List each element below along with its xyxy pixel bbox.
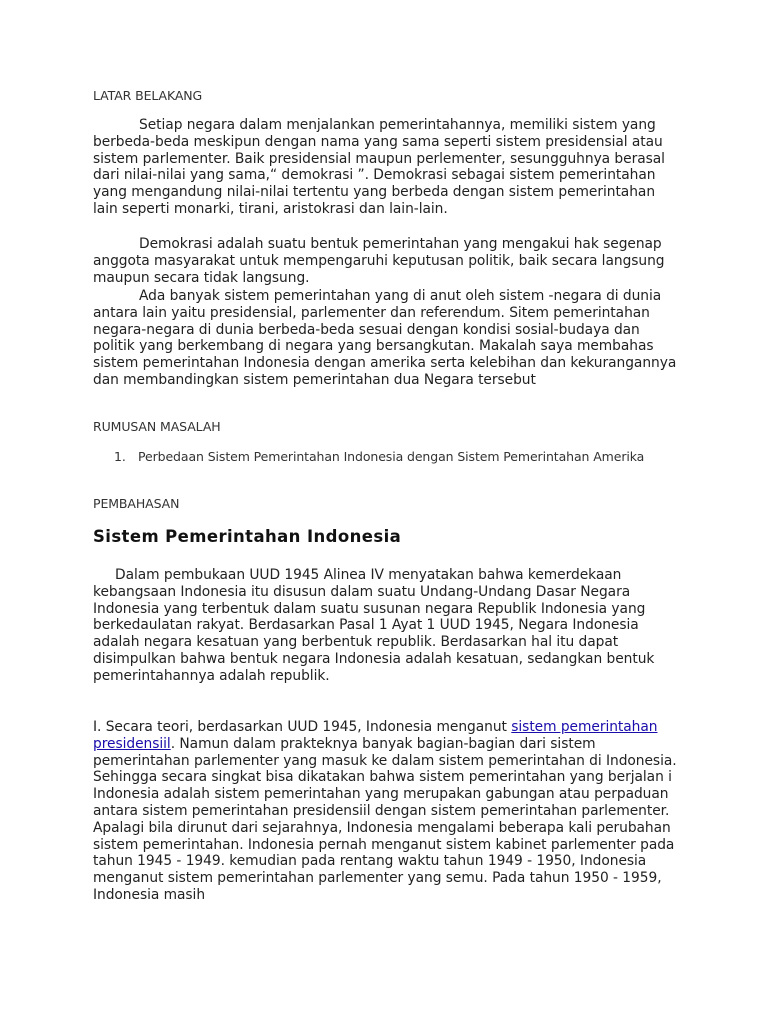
section-heading-latar-belakang: LATAR BELAKANG [93, 88, 203, 103]
list-item [93, 449, 678, 465]
subsection-title: Sistem Pemerintahan Indonesia [93, 527, 402, 546]
section-heading-pembahasan: PEMBAHASAN [93, 496, 180, 511]
numbered-list [93, 449, 678, 465]
presidential-system-link[interactable]: sistem pemerintahan presidensiil [93, 719, 658, 752]
paragraph-text: . Namun dalam prakteknya banyak bagian-bagian dari sistem pemerintahan parlementer yang masuk ke dalam sistem pemerintahan di Indonesia. Sehingga secara singkat bisa dikatakan bahwa sistem pemerintahan yang berjalan i Indonesia adalah sistem pemerintahan yang merupakan gabungan atau perpaduan antara sistem pemerintahan presidensiil dengan sistem pemerintahan parlementer. Apalagi bila dirunut dari sejarahnya, Indonesia mengalami beberapa kali perubahan sistem pemerintahan. Indonesia pernah menganut sistem kabinet parlementer pada tahun 1945 - 1949. kemudian pada rentang waktu tahun 1949 - 1950, Indonesia menganut sistem pemerintahan parlementer yang semu. Pada tahun 1950 - 1959, Indonesia masih [93, 735, 677, 903]
list-number: 1. [114, 449, 126, 464]
paragraph: Setiap negara dalam menjalankan pemerintahannya, memiliki sistem yang berbeda-beda meskipun dengan nama yang sama seperti sistem presidensial atau sistem parlementer. Baik presidensial maupun perlementer, sesungguhnya berasal dari nilai-nilai yang sama,“ demokrasi ”. Demokrasi sebagai sistem pemerintahan yang mengandung nilai-nilai tertentu yang berbeda dengan sistem pemerintahan lain seperti monarki, tirani, aristokrasi dan lain-lain. [93, 117, 665, 217]
list-item-text: Perbedaan Sistem Pemerintahan Indonesia dengan Sistem Pemerintahan Amerika [138, 449, 645, 464]
paragraph: Ada banyak sistem pemerintahan yang di anut oleh sistem -negara di dunia antara lain yaitu presidensial, parlementer dan referendum. Sitem pemerintahan negara-negara di dunia berbeda-beda sesuai dengan kondisi sosial-budaya dan politik yang berkembang di negara yang bersangkutan. Makalah saya membahas sistem pemerintahan Indonesia dengan amerika serta kelebihan dan kekurangannya dan membandingkan sistem pemerintahan dua Negara tersebut [93, 288, 677, 388]
paragraph: Demokrasi adalah suatu bentuk pemerintahan yang mengakui hak segenap anggota masyarakat untuk mempengaruhi keputusan politik, baik secara langsung maupun secara tidak langsung. [93, 236, 665, 286]
paragraph [93, 719, 678, 904]
paragraph: Dalam pembukaan UUD 1945 Alinea IV menyatakan bahwa kemerdekaan kebangsaan Indonesia itu disusun dalam suatu Undang-Undang Dasar Negara Indonesia yang terbentuk dalam suatu susunan negara Republik Indonesia yang berkedaulatan rakyat. Berdasarkan Pasal 1 Ayat 1 UUD 1945, Negara Indonesia adalah negara kesatuan yang berbentuk republik. Berdasarkan hal itu dapat disimpulkan bahwa bentuk negara Indonesia adalah kesatuan, sedangkan bentuk pemerintahannya adalah republik. [93, 567, 655, 684]
section-heading-rumusan-masalah: RUMUSAN MASALAH [93, 419, 221, 434]
paragraph-text: I. Secara teori, berdasarkan UUD 1945, Indonesia menganut [93, 719, 512, 735]
